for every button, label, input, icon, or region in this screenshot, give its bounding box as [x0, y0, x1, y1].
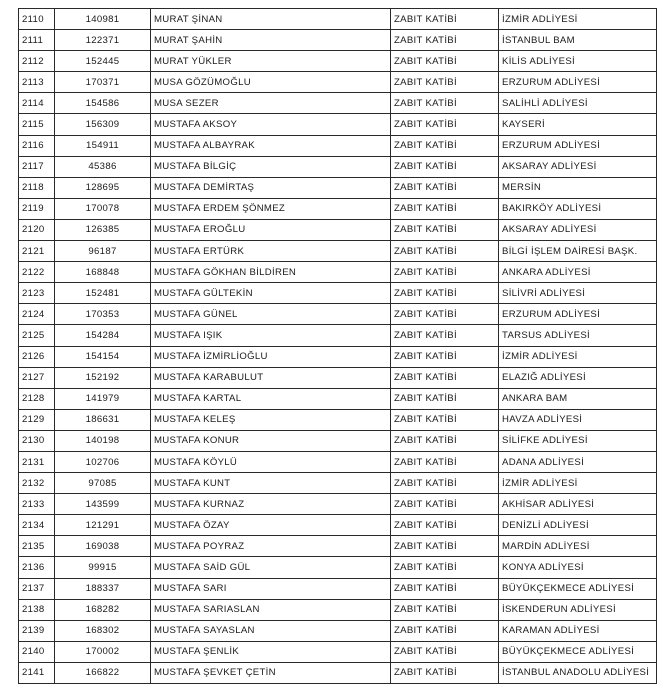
job-title: ZABIT KATİBİ — [391, 219, 499, 240]
row-number: 2111 — [19, 30, 55, 51]
table-row — [19, 578, 657, 599]
registry-number: 122371 — [55, 30, 151, 51]
registry-number: 140981 — [55, 9, 151, 30]
registry-number: 166822 — [55, 662, 151, 683]
table-row — [19, 219, 657, 240]
job-title: ZABIT KATİBİ — [391, 620, 499, 641]
registry-number: 97085 — [55, 473, 151, 494]
job-title: ZABIT KATİBİ — [391, 599, 499, 620]
table-row — [19, 494, 657, 515]
registry-number: 152192 — [55, 367, 151, 388]
registry-number: 170078 — [55, 198, 151, 219]
table-row — [19, 304, 657, 325]
person-name: MUSTAFA İZMİRLİOĞLU — [151, 346, 391, 367]
person-name: MUSTAFA SARI — [151, 578, 391, 599]
row-number: 2134 — [19, 515, 55, 536]
job-title: ZABIT KATİBİ — [391, 515, 499, 536]
job-title: ZABIT KATİBİ — [391, 641, 499, 662]
table-row — [19, 536, 657, 557]
table-row — [19, 641, 657, 662]
table-row — [19, 93, 657, 114]
registry-number: 168282 — [55, 599, 151, 620]
assigned-location: KİLİS ADLİYESİ — [499, 51, 657, 72]
person-name: MUSTAFA ERDEM ŞÖNMEZ — [151, 198, 391, 219]
registry-number: 99915 — [55, 557, 151, 578]
job-title: ZABIT KATİBİ — [391, 262, 499, 283]
assigned-location: ERZURUM ADLİYESİ — [499, 72, 657, 93]
person-name: MUSTAFA ŞEVKET ÇETİN — [151, 662, 391, 683]
person-name: MUSTAFA AKSOY — [151, 114, 391, 135]
row-number: 2120 — [19, 219, 55, 240]
registry-number: 102706 — [55, 451, 151, 472]
table-row — [19, 114, 657, 135]
job-title: ZABIT KATİBİ — [391, 367, 499, 388]
registry-number: 141979 — [55, 388, 151, 409]
job-title: ZABIT KATİBİ — [391, 430, 499, 451]
table-row — [19, 177, 657, 198]
assigned-location: TARSUS ADLİYESİ — [499, 325, 657, 346]
person-name: MUSTAFA DEMİRTAŞ — [151, 177, 391, 198]
registry-number: 143599 — [55, 494, 151, 515]
assigned-location: İZMİR ADLİYESİ — [499, 473, 657, 494]
table-row — [19, 9, 657, 30]
registry-number: 170002 — [55, 641, 151, 662]
registry-number: 188337 — [55, 578, 151, 599]
person-name: MUSTAFA KURNAZ — [151, 494, 391, 515]
table-row — [19, 198, 657, 219]
person-name: MUSTAFA ALBAYRAK — [151, 135, 391, 156]
table-row — [19, 662, 657, 683]
job-title: ZABIT KATİBİ — [391, 304, 499, 325]
job-title: ZABIT KATİBİ — [391, 30, 499, 51]
assigned-location: AKHİSAR ADLİYESİ — [499, 494, 657, 515]
job-title: ZABIT KATİBİ — [391, 177, 499, 198]
row-number: 2121 — [19, 241, 55, 262]
person-name: MUSTAFA SAİD GÜL — [151, 557, 391, 578]
person-name: MUSTAFA KUNT — [151, 473, 391, 494]
assigned-location: ANKARA BAM — [499, 388, 657, 409]
row-number: 2133 — [19, 494, 55, 515]
assigned-location: AKSARAY ADLİYESİ — [499, 219, 657, 240]
assigned-location: İZMİR ADLİYESİ — [499, 346, 657, 367]
assigned-location: KAYSERİ — [499, 114, 657, 135]
row-number: 2126 — [19, 346, 55, 367]
row-number: 2125 — [19, 325, 55, 346]
registry-number: 168848 — [55, 262, 151, 283]
job-title: ZABIT KATİBİ — [391, 198, 499, 219]
person-name: MUSTAFA ERTÜRK — [151, 241, 391, 262]
person-name: MUSTAFA ŞENLİK — [151, 641, 391, 662]
person-name: MUSTAFA SAYASLAN — [151, 620, 391, 641]
assigned-location: ERZURUM ADLİYESİ — [499, 135, 657, 156]
row-number: 2123 — [19, 283, 55, 304]
table-row — [19, 283, 657, 304]
row-number: 2130 — [19, 430, 55, 451]
person-name: MUSTAFA KARABULUT — [151, 367, 391, 388]
table-row — [19, 262, 657, 283]
assigned-location: HAVZA ADLİYESİ — [499, 409, 657, 430]
row-number: 2110 — [19, 9, 55, 30]
table-row — [19, 388, 657, 409]
table-row — [19, 557, 657, 578]
row-number: 2128 — [19, 388, 55, 409]
job-title: ZABIT KATİBİ — [391, 156, 499, 177]
registry-number: 96187 — [55, 241, 151, 262]
table-row — [19, 367, 657, 388]
row-number: 2131 — [19, 451, 55, 472]
row-number: 2137 — [19, 578, 55, 599]
table-row — [19, 599, 657, 620]
registry-number: 140198 — [55, 430, 151, 451]
table-row — [19, 409, 657, 430]
registry-number: 169038 — [55, 536, 151, 557]
job-title: ZABIT KATİBİ — [391, 93, 499, 114]
job-title: ZABIT KATİBİ — [391, 662, 499, 683]
person-name: MUSTAFA GÜLTEKİN — [151, 283, 391, 304]
registry-number: 128695 — [55, 177, 151, 198]
job-title: ZABIT KATİBİ — [391, 494, 499, 515]
registry-number: 154586 — [55, 93, 151, 114]
assigned-location: İZMİR ADLİYESİ — [499, 9, 657, 30]
row-number: 2140 — [19, 641, 55, 662]
job-title: ZABIT KATİBİ — [391, 388, 499, 409]
assigned-location: İSTANBUL BAM — [499, 30, 657, 51]
row-number: 2118 — [19, 177, 55, 198]
row-number: 2116 — [19, 135, 55, 156]
job-title: ZABIT KATİBİ — [391, 114, 499, 135]
assigned-location: DENİZLİ ADLİYESİ — [499, 515, 657, 536]
registry-number: 152445 — [55, 51, 151, 72]
row-number: 2141 — [19, 662, 55, 683]
job-title: ZABIT KATİBİ — [391, 9, 499, 30]
table-row — [19, 620, 657, 641]
job-title: ZABIT KATİBİ — [391, 283, 499, 304]
registry-number: 154284 — [55, 325, 151, 346]
job-title: ZABIT KATİBİ — [391, 346, 499, 367]
assigned-location: MARDİN ADLİYESİ — [499, 536, 657, 557]
job-title: ZABIT KATİBİ — [391, 557, 499, 578]
job-title: ZABIT KATİBİ — [391, 325, 499, 346]
assigned-location: SALİHLİ ADLİYESİ — [499, 93, 657, 114]
table-row — [19, 325, 657, 346]
row-number: 2119 — [19, 198, 55, 219]
assigned-location: ADANA ADLİYESİ — [499, 451, 657, 472]
registry-number: 154154 — [55, 346, 151, 367]
person-name: MUSTAFA GÖKHAN BİLDİREN — [151, 262, 391, 283]
registry-number: 126385 — [55, 219, 151, 240]
registry-number: 152481 — [55, 283, 151, 304]
row-number: 2117 — [19, 156, 55, 177]
registry-number: 121291 — [55, 515, 151, 536]
assigned-location: SİLİVRİ ADLİYESİ — [499, 283, 657, 304]
table-row — [19, 156, 657, 177]
person-name: MUSTAFA EROĞLU — [151, 219, 391, 240]
assigned-location: AKSARAY ADLİYESİ — [499, 156, 657, 177]
job-title: ZABIT KATİBİ — [391, 72, 499, 93]
assigned-location: SİLİFKE ADLİYESİ — [499, 430, 657, 451]
table-row — [19, 515, 657, 536]
person-name: MURAT ŞAHİN — [151, 30, 391, 51]
assigned-location: KARAMAN ADLİYESİ — [499, 620, 657, 641]
person-name: MUSTAFA KÖYLÜ — [151, 451, 391, 472]
assigned-location: MERSİN — [499, 177, 657, 198]
assigned-location: BİLGİ İŞLEM DAİRESİ BAŞK. — [499, 241, 657, 262]
assigned-location: BAKIRKÖY ADLİYESİ — [499, 198, 657, 219]
person-name: MUSA GÖZÜMOĞLU — [151, 72, 391, 93]
person-name: MUSTAFA SARIASLAN — [151, 599, 391, 620]
job-title: ZABIT KATİBİ — [391, 473, 499, 494]
table-row — [19, 135, 657, 156]
person-name: MURAT ŞİNAN — [151, 9, 391, 30]
person-name: MUSTAFA POYRAZ — [151, 536, 391, 557]
job-title: ZABIT KATİBİ — [391, 578, 499, 599]
table-row — [19, 430, 657, 451]
person-name: MUSTAFA IŞIK — [151, 325, 391, 346]
person-name: MUSTAFA GÜNEL — [151, 304, 391, 325]
registry-number: 168302 — [55, 620, 151, 641]
row-number: 2129 — [19, 409, 55, 430]
row-number: 2132 — [19, 473, 55, 494]
table-row — [19, 72, 657, 93]
assigned-location: ANKARA ADLİYESİ — [499, 262, 657, 283]
registry-number: 170353 — [55, 304, 151, 325]
table-row — [19, 346, 657, 367]
table-row — [19, 241, 657, 262]
table-row — [19, 451, 657, 472]
row-number: 2122 — [19, 262, 55, 283]
table-row — [19, 51, 657, 72]
row-number: 2112 — [19, 51, 55, 72]
table-body — [19, 9, 657, 684]
person-name: MUSTAFA KARTAL — [151, 388, 391, 409]
personnel-table — [18, 8, 657, 684]
table-row — [19, 30, 657, 51]
row-number: 2124 — [19, 304, 55, 325]
registry-number: 156309 — [55, 114, 151, 135]
person-name: MUSTAFA ÖZAY — [151, 515, 391, 536]
assigned-location: ERZURUM ADLİYESİ — [499, 304, 657, 325]
assigned-location: İSTANBUL ANADOLU ADLİYESİ — [499, 662, 657, 683]
table-row — [19, 473, 657, 494]
registry-number: 170371 — [55, 72, 151, 93]
assigned-location: İSKENDERUN ADLİYESİ — [499, 599, 657, 620]
registry-number: 45386 — [55, 156, 151, 177]
job-title: ZABIT KATİBİ — [391, 241, 499, 262]
assigned-location: KONYA ADLİYESİ — [499, 557, 657, 578]
person-name: MUSTAFA KONUR — [151, 430, 391, 451]
row-number: 2115 — [19, 114, 55, 135]
row-number: 2113 — [19, 72, 55, 93]
job-title: ZABIT KATİBİ — [391, 536, 499, 557]
job-title: ZABIT KATİBİ — [391, 135, 499, 156]
row-number: 2136 — [19, 557, 55, 578]
row-number: 2135 — [19, 536, 55, 557]
person-name: MUSTAFA BİLGİÇ — [151, 156, 391, 177]
row-number: 2139 — [19, 620, 55, 641]
assigned-location: ELAZIĞ ADLİYESİ — [499, 367, 657, 388]
row-number: 2127 — [19, 367, 55, 388]
person-name: MUSA SEZER — [151, 93, 391, 114]
person-name: MUSTAFA KELEŞ — [151, 409, 391, 430]
assigned-location: BÜYÜKÇEKMECE ADLİYESİ — [499, 641, 657, 662]
row-number: 2114 — [19, 93, 55, 114]
job-title: ZABIT KATİBİ — [391, 51, 499, 72]
row-number: 2138 — [19, 599, 55, 620]
assigned-location: BÜYÜKÇEKMECE ADLİYESİ — [499, 578, 657, 599]
job-title: ZABIT KATİBİ — [391, 451, 499, 472]
person-name: MURAT YÜKLER — [151, 51, 391, 72]
registry-number: 186631 — [55, 409, 151, 430]
registry-number: 154911 — [55, 135, 151, 156]
job-title: ZABIT KATİBİ — [391, 409, 499, 430]
